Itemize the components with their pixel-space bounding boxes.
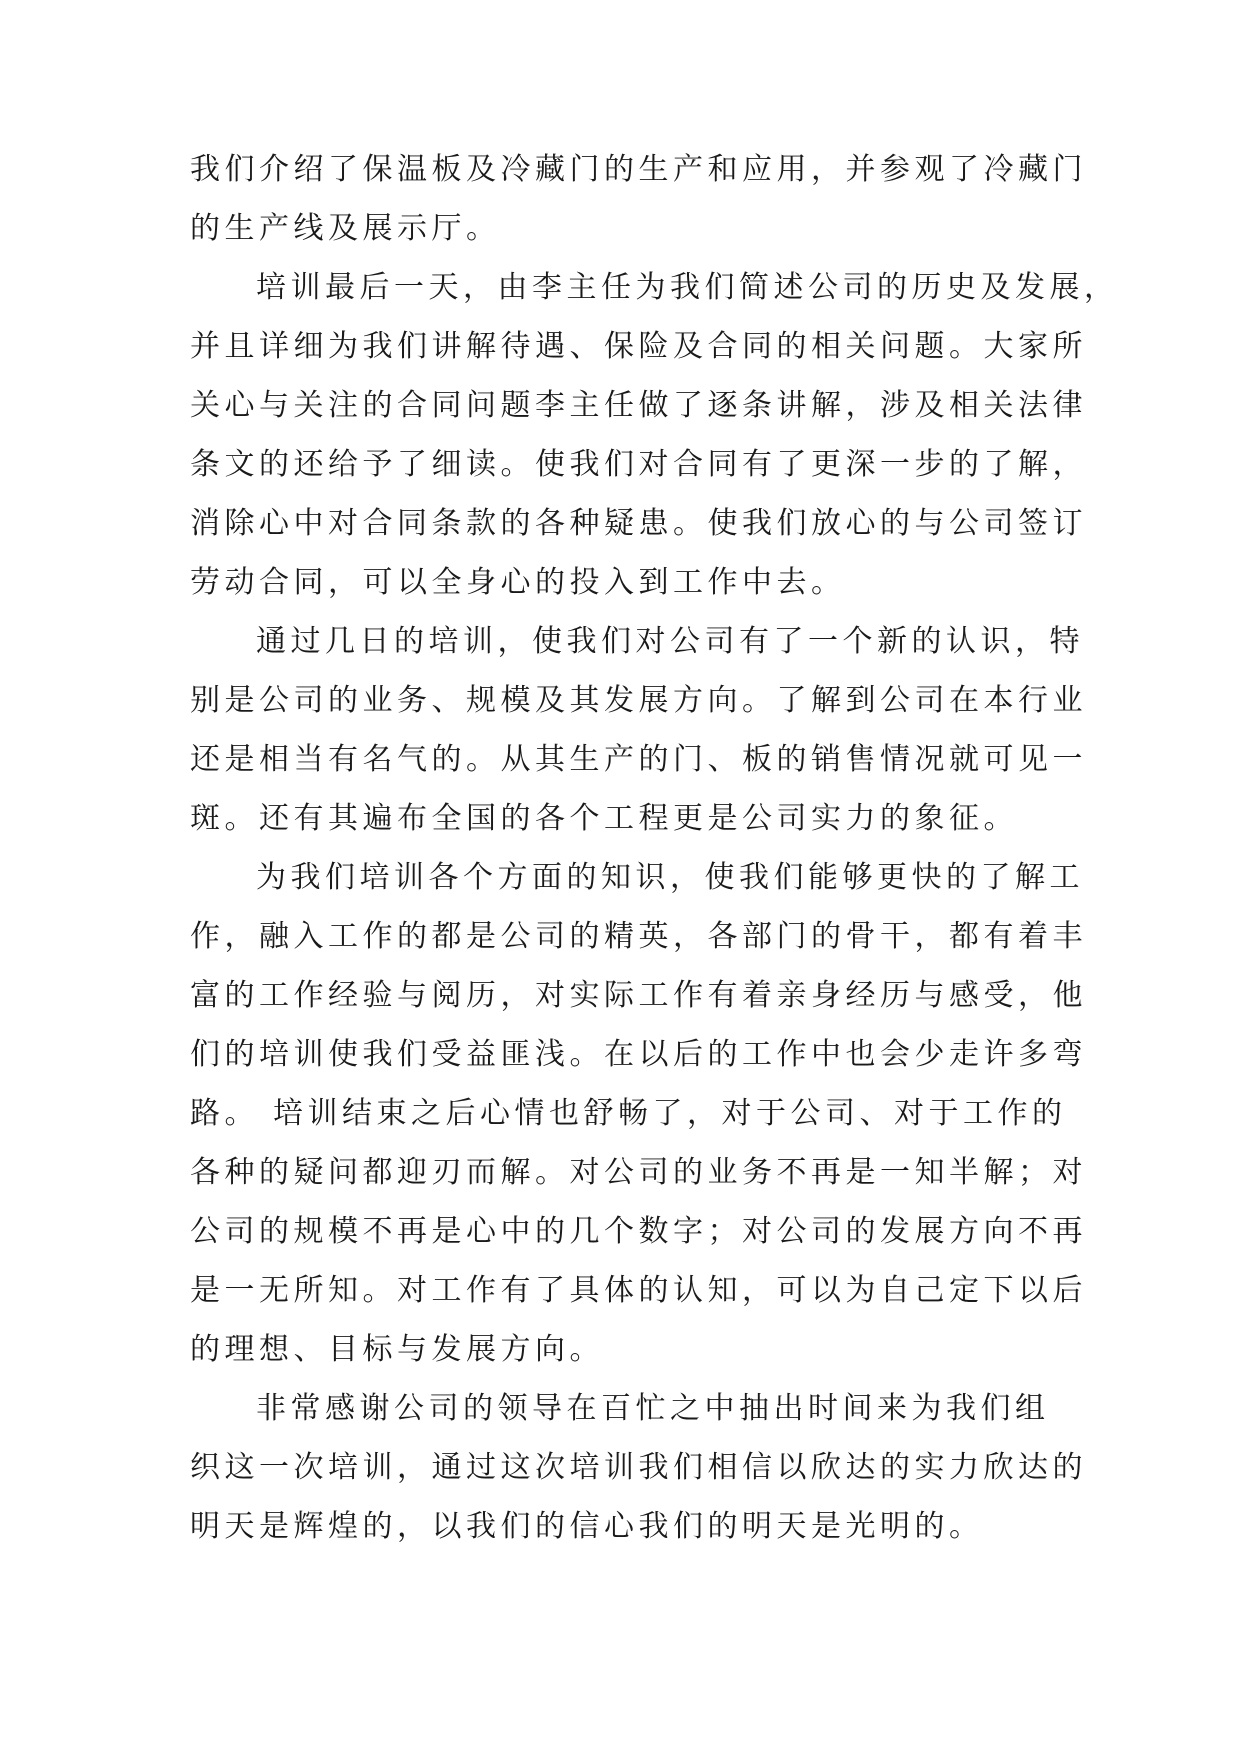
text-line: 明天是辉煌的，以我们的信心我们的明天是光明的。 [190,1509,984,1544]
text-line: 还是相当有名气的。从其生产的门、板的销售情况就可见一 [190,742,1087,777]
text-line: 培训最后一天，由李主任为我们简述公司的历史及发展， [256,270,1119,305]
text-line: 关心与关注的合同问题李主任做了逐条讲解，涉及相关法律 [190,388,1087,423]
paragraph-4 [190,848,1087,1379]
text-line: 条文的还给予了细读。使我们对合同有了更深一步的了解， [190,447,1087,482]
paragraph-5 [190,1379,1087,1556]
text-line: 的理想、目标与发展方向。 [190,1332,604,1367]
text-line: 并且详细为我们讲解待遇、保险及合同的相关问题。大家所 [190,329,1087,364]
document-body [190,140,1119,1556]
text-line: 路。 培训结束之后心情也舒畅了，对于公司、对于工作的 [190,1096,1067,1131]
text-line: 通过几日的培训，使我们对公司有了一个新的认识，特 [256,624,1084,659]
text-line: 织这一次培训，通过这次培训我们相信以欣达的实力欣达的 [190,1450,1087,1485]
text-line: 是一无所知。对工作有了具体的认知，可以为自己定下以后 [190,1273,1087,1308]
text-line: 斑。还有其遍布全国的各个工程更是公司实力的象征。 [190,801,1018,836]
text-line: 为我们培训各个方面的知识，使我们能够更快的了解工 [256,860,1084,895]
text-line: 的生产线及展示厅。 [190,211,501,246]
text-line: 作，融入工作的都是公司的精英，各部门的骨干，都有着丰 [190,919,1087,954]
text-line: 我们介绍了保温板及冷藏门的生产和应用，并参观了冷藏门 [190,152,1087,187]
paragraph-3 [190,612,1087,848]
text-line: 别是公司的业务、规模及其发展方向。了解到公司在本行业 [190,683,1087,718]
paragraph-2 [190,258,1119,612]
text-line: 劳动合同，可以全身心的投入到工作中去。 [190,565,846,600]
paragraph-1 [190,140,1087,258]
text-line: 各种的疑问都迎刃而解。对公司的业务不再是一知半解；对 [190,1155,1087,1190]
text-line: 们的培训使我们受益匪浅。在以后的工作中也会少走许多弯 [190,1037,1087,1072]
text-line: 富的工作经验与阅历，对实际工作有着亲身经历与感受，他 [190,978,1087,1013]
text-line: 消除心中对合同条款的各种疑患。使我们放心的与公司签订 [190,506,1087,541]
text-line: 公司的规模不再是心中的几个数字；对公司的发展方向不再 [190,1214,1087,1249]
text-line: 非常感谢公司的领导在百忙之中抽出时间来为我们组 [256,1391,1050,1426]
